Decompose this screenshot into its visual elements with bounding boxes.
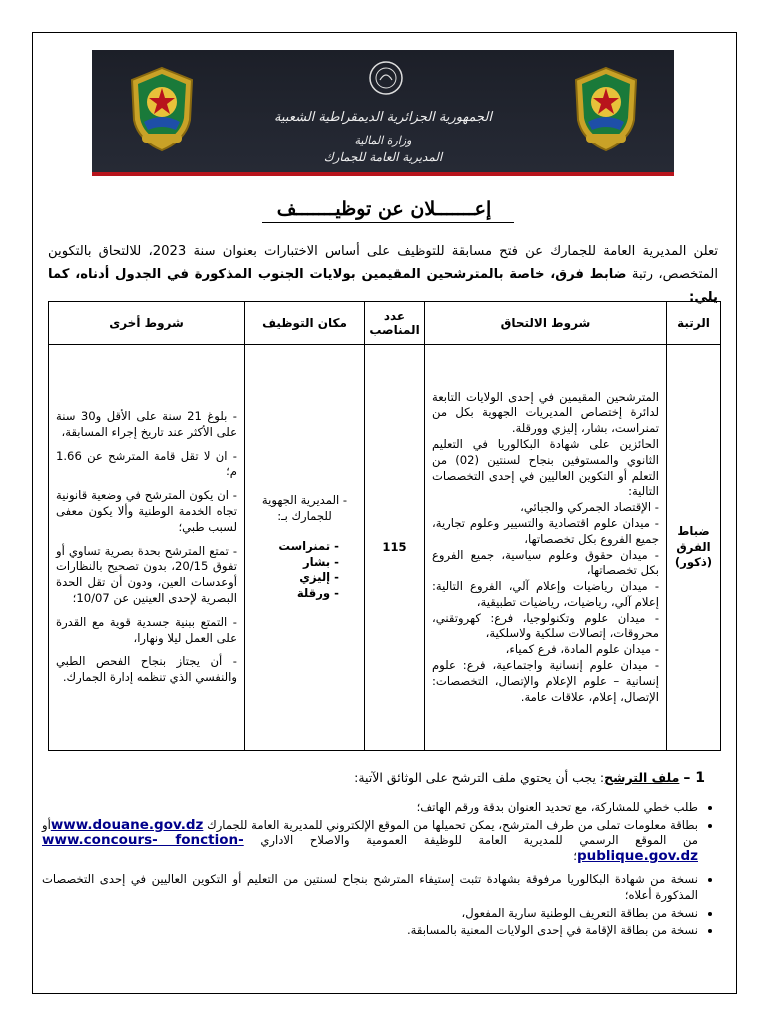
document-item: • طلب خطي للمشاركة، مع تحديد العنوان بدقة ورقم الهاتف؛ — [42, 800, 698, 816]
header-rank: الرتبة — [667, 302, 721, 345]
condition-item: - ميدان رياضيات وإعلام آلي، الفروع التالية: إعلام آلي، رياضيات، رياضيات تطبيقية، — [432, 579, 659, 609]
condition-item: الحائزين على شهادة البكالوريا في التعليم الثانوي والمستوفين بنجاح لسنتين (02) من التعلم أو التكوين العاليين في إحدى التخصصات التالية: — [432, 436, 660, 499]
section-number: 1 – — [683, 770, 705, 786]
state-seal-icon — [368, 60, 404, 96]
directorate-name: المديرية العامة للجمارك — [323, 150, 443, 164]
city-item: - بشار — [302, 554, 339, 569]
place-cell — [245, 345, 365, 751]
document-item — [42, 818, 698, 865]
intro-text-2: ، خاصة بالمترشحين المقيمين بولايات الجنوب المذكورة في الجدول أدناه، كما يلي: — [48, 267, 718, 305]
link-suffix: ؛ — [573, 848, 577, 863]
rank-name: ضباط الفرق — [676, 523, 711, 554]
document-item: • نسخة من بطاقة التعريف الوطنية سارية المفعول، — [42, 906, 698, 922]
positions-count: 115 — [365, 345, 425, 751]
condition-item: - ميدان علوم اقتصادية والتسيير وعلوم تجارية، جميع الفروع بكل تخصصاتها، — [432, 515, 659, 546]
header-place: مكان التوظيف — [245, 302, 365, 345]
link-middle-text: أو من الموقع الرسمي للمديرية العامة للوظيفة العمومية والاصلاح الاداري — [42, 817, 698, 848]
header-conditions: شروط الالتحاق — [425, 302, 667, 345]
place-intro: - المديرية الجهوية للجمارك بـ: — [261, 493, 348, 523]
document-item-text: بطاقة معلومات تملى من طرف المترشح، يمكن تحميلها من الموقع الإلكتروني للمديرية العامة للجمارك — [207, 817, 699, 832]
title-underline — [262, 222, 514, 223]
document-item: • نسخة من بطاقة الإقامة في إحدى الولايات المعنية بالمسابقة. — [42, 923, 698, 939]
section-text: : يجب أن يحتوي ملف الترشح على الوثائق الآتية: — [354, 770, 605, 785]
file-section-heading — [40, 770, 705, 786]
other-condition-item: - التمتع ببنية جسدية قوية مع القدرة على العمل ليلا ونهارا، — [56, 614, 237, 645]
intro-text-1: تعلن المديرية العامة للجمارك عن فتح مسابقة للتوظيف على أساس الاختبارات بعنوان سنة 2023، للالتحاق بالتكوين المتخصص، رتبة — [48, 244, 718, 282]
rank-cell — [667, 345, 721, 751]
condition-item: - ميدان علوم إنسانية واجتماعية، فرع: علوم إنسانية – علوم الإعلام والإتصال، التخصصات: الإتصال، إعلام، علاقات عامة. — [432, 658, 659, 704]
city-item: - تمنراست — [278, 538, 339, 553]
other-condition-item: - أن يجتاز بنجاح الفحص الطبي والنفسي الذي تنظمه إدارة الجمارك. — [56, 654, 237, 685]
table-row — [49, 345, 721, 751]
other-condition-item: - تمتع المترشح بحدة بصرية تساوي أو تفوق 20/15، بدون تصحيح بالنظارات أوعدسات العين، ودون أن تقل الحدة البصرية لإحدى العينين عن 10/07؛ — [56, 543, 237, 605]
announcement-title: إعـــــــلان عن توظيـــــــف — [276, 198, 492, 220]
conditions-cell — [425, 345, 667, 751]
condition-item: - ميدان حقوق وعلوم سياسية، جميع الفروع بكل تخصصاتها، — [432, 547, 659, 578]
announcement-intro — [48, 240, 718, 309]
city-item: - إليزي — [299, 570, 339, 585]
ministry-name: وزارة المالية — [354, 134, 412, 147]
section-label: ملف الترشح — [604, 770, 680, 785]
header-positions: عدد المناصب — [365, 302, 425, 345]
condition-item: - ميدان علوم المادة، فرع كمياء، — [505, 642, 659, 657]
recruitment-table — [48, 301, 721, 751]
header-banner — [92, 50, 674, 176]
rank-gender: (ذكور) — [674, 555, 713, 570]
condition-item: - ميدان علوم وتكنولوجيا، فرع: كهروتقني، محروقات، إتصالات سلكية ولاسلكية، — [432, 610, 659, 641]
city-item: - ورقلة — [296, 586, 339, 601]
header-other: شروط أخرى — [49, 302, 245, 345]
other-conditions-cell — [49, 345, 245, 751]
republic-name: الجمهورية الجزائرية الديمقراطية الشعبية — [274, 110, 492, 125]
concours-link[interactable]: www.concours- fonction- publique.gov.dz — [42, 832, 698, 864]
document-item: • نسخة من شهادة البكالوريا مرفوقة بشهادة تثبت إستيفاء المترشح بنجاح لسنتين من التعليم أو التكوين العاليين في إحدى التخصصات المذكورة أعلاه؛ — [42, 872, 698, 903]
condition-item: - الإقتصاد الجمركي والجبائي، — [520, 500, 659, 515]
condition-item: المترشحين المقيمين في إحدى الولايات التابعة لدائرة إختصاص المديريات الجهوية بكل من تمنراست، بشار، إليزي وورقلة. — [432, 389, 659, 436]
other-condition-item: - بلوغ 21 سنة على الأقل و30 سنة على الأكثر عند تاريخ إجراء المسابقة، — [56, 409, 237, 439]
douane-link[interactable]: www.douane.gov.dz — [50, 816, 204, 833]
table-header-row — [49, 302, 721, 345]
other-condition-item: - ان يكون المترشح في وضعية قانونية تجاه الخدمة الوطنية وألا يكون معفى لسبب طبي؛ — [56, 488, 237, 534]
required-documents-list — [42, 800, 714, 941]
other-condition-item: - ان لا تقل قامة المترشح عن 1.66 م؛ — [56, 448, 237, 479]
intro-rank: ضابط فرق — [555, 267, 627, 282]
